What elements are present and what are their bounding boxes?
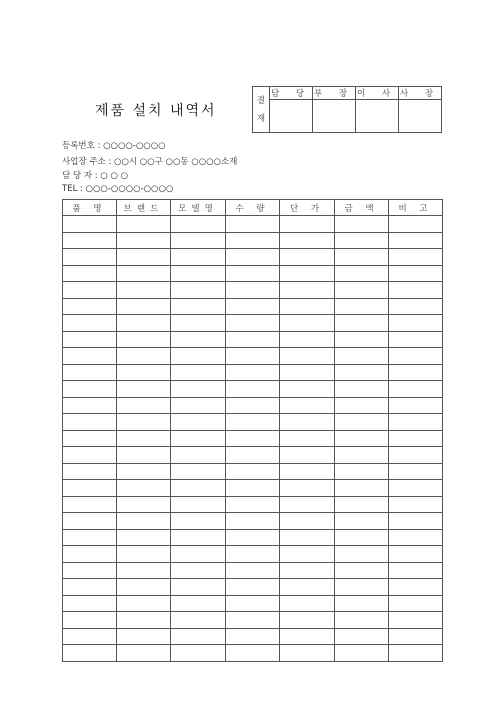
table-cell[interactable] — [226, 265, 280, 282]
table-cell[interactable] — [117, 364, 171, 381]
table-row — [63, 265, 443, 282]
table-cell[interactable] — [389, 364, 443, 381]
table-row — [63, 348, 443, 365]
table-cell[interactable] — [171, 595, 226, 612]
table-cell[interactable] — [117, 265, 171, 282]
table-cell[interactable] — [226, 414, 280, 431]
table-cell[interactable] — [226, 513, 280, 530]
approval-box — [252, 86, 442, 133]
table-cell[interactable] — [63, 282, 117, 299]
table-cell[interactable] — [280, 430, 335, 447]
table-cell[interactable] — [63, 348, 117, 365]
table-cell[interactable] — [280, 595, 335, 612]
table-cell[interactable] — [280, 645, 335, 662]
table-cell[interactable] — [226, 381, 280, 398]
table-cell[interactable] — [389, 463, 443, 480]
table-row — [63, 463, 443, 480]
table-cell[interactable] — [280, 216, 335, 233]
table-cell[interactable] — [335, 265, 389, 282]
table-cell[interactable] — [63, 529, 117, 546]
table-cell[interactable] — [280, 628, 335, 645]
info-address: 사업장 주소 : ○○시 ○○구 ○○동 ○○○○소재 — [62, 157, 238, 167]
table-cell[interactable] — [226, 298, 280, 315]
table-cell[interactable] — [280, 562, 335, 579]
table-body — [63, 216, 443, 662]
approval-side-label — [253, 87, 270, 133]
table-cell[interactable] — [171, 331, 226, 348]
table-cell[interactable] — [280, 348, 335, 365]
info-person: 담 당 자 : ○ ○ ○ — [62, 171, 128, 181]
table-cell[interactable] — [117, 529, 171, 546]
table-cell[interactable] — [389, 595, 443, 612]
table-row — [63, 546, 443, 563]
table-cell[interactable] — [117, 480, 171, 497]
table-cell[interactable] — [389, 579, 443, 596]
approval-sign-cell[interactable] — [270, 100, 313, 133]
table-cell[interactable] — [226, 232, 280, 249]
table-cell[interactable] — [226, 579, 280, 596]
table-row — [63, 282, 443, 299]
col-header-brand: 브랜드 — [117, 200, 171, 216]
table-cell[interactable] — [63, 463, 117, 480]
col-header-amount: 금 액 — [335, 200, 389, 216]
table-cell[interactable] — [226, 480, 280, 497]
table-cell[interactable] — [63, 397, 117, 414]
table-row — [63, 414, 443, 431]
table-row — [63, 612, 443, 629]
col-header-note: 비 고 — [389, 200, 443, 216]
table-row — [63, 249, 443, 266]
table-cell[interactable] — [389, 232, 443, 249]
table-cell[interactable] — [63, 562, 117, 579]
table-cell[interactable] — [171, 480, 226, 497]
table-cell[interactable] — [117, 645, 171, 662]
table-cell[interactable] — [63, 232, 117, 249]
table-cell[interactable] — [171, 529, 226, 546]
table-cell[interactable] — [335, 348, 389, 365]
table-cell[interactable] — [280, 447, 335, 464]
table-cell[interactable] — [280, 249, 335, 266]
table-cell[interactable] — [226, 562, 280, 579]
table-cell[interactable] — [280, 529, 335, 546]
table-cell[interactable] — [335, 612, 389, 629]
table-row — [63, 595, 443, 612]
approval-col-dept-head: 부 장 — [313, 87, 356, 100]
table-cell[interactable] — [63, 265, 117, 282]
table-cell[interactable] — [389, 381, 443, 398]
table-cell[interactable] — [63, 364, 117, 381]
table-cell[interactable] — [335, 315, 389, 332]
table-cell[interactable] — [335, 463, 389, 480]
table-cell[interactable] — [171, 496, 226, 513]
table-cell[interactable] — [335, 381, 389, 398]
approval-sign-cell[interactable] — [313, 100, 356, 133]
table-cell[interactable] — [389, 562, 443, 579]
col-header-product: 품 명 — [63, 200, 117, 216]
table-cell[interactable] — [280, 397, 335, 414]
table-cell[interactable] — [335, 480, 389, 497]
table-row — [63, 216, 443, 233]
table-cell[interactable] — [171, 232, 226, 249]
table-cell[interactable] — [63, 628, 117, 645]
table-cell[interactable] — [226, 282, 280, 299]
info-registration: 등록번호 : ○○○○-○○○○ — [62, 141, 166, 151]
table-cell[interactable] — [389, 282, 443, 299]
table-cell[interactable] — [63, 430, 117, 447]
table-cell[interactable] — [335, 579, 389, 596]
table-cell[interactable] — [171, 463, 226, 480]
table-cell[interactable] — [117, 430, 171, 447]
table-cell[interactable] — [117, 331, 171, 348]
table-cell[interactable] — [389, 397, 443, 414]
table-cell[interactable] — [226, 216, 280, 233]
table-cell[interactable] — [171, 265, 226, 282]
table-cell[interactable] — [63, 447, 117, 464]
table-cell[interactable] — [280, 612, 335, 629]
table-cell[interactable] — [280, 513, 335, 530]
table-cell[interactable] — [335, 331, 389, 348]
table-cell[interactable] — [117, 496, 171, 513]
table-cell[interactable] — [171, 298, 226, 315]
table-cell[interactable] — [226, 612, 280, 629]
table-cell[interactable] — [171, 414, 226, 431]
table-cell[interactable] — [63, 249, 117, 266]
table-cell[interactable] — [280, 232, 335, 249]
table-cell[interactable] — [389, 265, 443, 282]
info-tel: TEL : ○○○-○○○○-○○○○ — [62, 184, 174, 194]
table-cell[interactable] — [63, 612, 117, 629]
info-label: TEL — [62, 184, 78, 194]
table-cell[interactable] — [280, 298, 335, 315]
table-cell[interactable] — [335, 397, 389, 414]
table-cell[interactable] — [171, 562, 226, 579]
table-row — [63, 513, 443, 530]
info-label: 담 당 자 — [62, 171, 93, 181]
info-value: ○○○-○○○○-○○○○ — [85, 184, 174, 194]
approval-col-president: 사 장 — [399, 87, 442, 100]
table-cell[interactable] — [117, 397, 171, 414]
table-cell[interactable] — [63, 579, 117, 596]
table-cell[interactable] — [280, 463, 335, 480]
table-cell[interactable] — [117, 546, 171, 563]
table-cell[interactable] — [335, 447, 389, 464]
table-cell[interactable] — [226, 397, 280, 414]
table-cell[interactable] — [335, 546, 389, 563]
table-cell[interactable] — [171, 430, 226, 447]
table-cell[interactable] — [389, 249, 443, 266]
table-cell[interactable] — [335, 513, 389, 530]
table-cell[interactable] — [226, 546, 280, 563]
table-cell[interactable] — [63, 331, 117, 348]
table-cell[interactable] — [226, 364, 280, 381]
table-cell[interactable] — [171, 628, 226, 645]
approval-sign-cell[interactable] — [399, 100, 442, 133]
table-cell[interactable] — [226, 430, 280, 447]
table-cell[interactable] — [280, 315, 335, 332]
table-cell[interactable] — [280, 480, 335, 497]
table-cell[interactable] — [335, 529, 389, 546]
table-cell[interactable] — [280, 579, 335, 596]
table-cell[interactable] — [226, 463, 280, 480]
table-cell[interactable] — [63, 414, 117, 431]
table-cell[interactable] — [335, 249, 389, 266]
table-cell[interactable] — [335, 645, 389, 662]
table-cell[interactable] — [171, 397, 226, 414]
document-title: 제품 설치 내역서 — [95, 103, 217, 119]
table-cell[interactable] — [117, 298, 171, 315]
table-cell[interactable] — [280, 364, 335, 381]
table-cell[interactable] — [226, 529, 280, 546]
table-cell[interactable] — [226, 645, 280, 662]
table-cell[interactable] — [389, 529, 443, 546]
table-cell[interactable] — [171, 447, 226, 464]
table-cell[interactable] — [117, 381, 171, 398]
table-cell[interactable] — [335, 298, 389, 315]
table-cell[interactable] — [389, 480, 443, 497]
table-cell[interactable] — [335, 364, 389, 381]
table-cell[interactable] — [171, 364, 226, 381]
table-cell[interactable] — [226, 315, 280, 332]
approval-sign-cell[interactable] — [356, 100, 399, 133]
table-cell[interactable] — [117, 628, 171, 645]
col-header-unit-price: 단 가 — [280, 200, 335, 216]
table-cell[interactable] — [389, 628, 443, 645]
table-cell[interactable] — [280, 331, 335, 348]
table-cell[interactable] — [280, 496, 335, 513]
table-cell[interactable] — [117, 315, 171, 332]
table-cell[interactable] — [226, 595, 280, 612]
approval-side-char: 결 — [256, 95, 266, 106]
table-row — [63, 496, 443, 513]
table-cell[interactable] — [389, 430, 443, 447]
table-cell[interactable] — [389, 414, 443, 431]
table-cell[interactable] — [117, 595, 171, 612]
table-cell[interactable] — [335, 414, 389, 431]
table-cell[interactable] — [389, 447, 443, 464]
table-cell[interactable] — [117, 562, 171, 579]
table-cell[interactable] — [63, 513, 117, 530]
info-label: 사업장 주소 — [62, 157, 106, 167]
table-cell[interactable] — [171, 645, 226, 662]
table-row — [63, 381, 443, 398]
table-cell[interactable] — [63, 216, 117, 233]
table-cell[interactable] — [280, 265, 335, 282]
approval-col-director: 이 사 — [356, 87, 399, 100]
table-row — [63, 232, 443, 249]
table-cell[interactable] — [335, 595, 389, 612]
table-cell[interactable] — [335, 282, 389, 299]
table-cell[interactable] — [226, 447, 280, 464]
table-row — [63, 579, 443, 596]
table-cell[interactable] — [226, 496, 280, 513]
table-cell[interactable] — [280, 546, 335, 563]
info-value: ○○○○-○○○○ — [103, 141, 166, 151]
table-cell[interactable] — [63, 496, 117, 513]
table-cell[interactable] — [335, 232, 389, 249]
table-row — [63, 397, 443, 414]
info-value: ○ ○ ○ — [100, 171, 128, 181]
table-cell[interactable] — [226, 249, 280, 266]
table-cell[interactable] — [335, 628, 389, 645]
table-cell[interactable] — [117, 513, 171, 530]
table-cell[interactable] — [389, 298, 443, 315]
table-row — [63, 430, 443, 447]
table-cell[interactable] — [171, 216, 226, 233]
col-header-model: 모델명 — [171, 200, 226, 216]
table-cell[interactable] — [226, 348, 280, 365]
table-row — [63, 628, 443, 645]
table-cell[interactable] — [389, 546, 443, 563]
table-cell[interactable] — [117, 249, 171, 266]
info-label: 등록번호 — [62, 141, 95, 151]
table-row — [63, 529, 443, 546]
table-cell[interactable] — [335, 430, 389, 447]
table-cell[interactable] — [389, 496, 443, 513]
table-cell[interactable] — [63, 381, 117, 398]
table-cell[interactable] — [117, 232, 171, 249]
table-cell[interactable] — [171, 315, 226, 332]
table-cell[interactable] — [63, 595, 117, 612]
table-cell[interactable] — [389, 612, 443, 629]
table-cell[interactable] — [280, 381, 335, 398]
table-cell[interactable] — [63, 298, 117, 315]
table-row — [63, 315, 443, 332]
table-cell[interactable] — [117, 463, 171, 480]
table-cell[interactable] — [171, 282, 226, 299]
table-cell[interactable] — [226, 331, 280, 348]
table-cell[interactable] — [63, 546, 117, 563]
table-row — [63, 645, 443, 662]
table-cell[interactable] — [171, 381, 226, 398]
table-cell[interactable] — [171, 249, 226, 266]
table-row — [63, 364, 443, 381]
table-row — [63, 331, 443, 348]
table-cell[interactable] — [335, 562, 389, 579]
table-cell[interactable] — [171, 546, 226, 563]
table-cell[interactable] — [117, 216, 171, 233]
table-cell[interactable] — [280, 282, 335, 299]
table-row — [63, 562, 443, 579]
table-cell[interactable] — [117, 612, 171, 629]
table-cell[interactable] — [389, 315, 443, 332]
table-cell[interactable] — [389, 348, 443, 365]
table-cell[interactable] — [171, 579, 226, 596]
table-cell[interactable] — [226, 628, 280, 645]
table-cell[interactable] — [63, 645, 117, 662]
table-cell[interactable] — [389, 645, 443, 662]
table-cell[interactable] — [389, 331, 443, 348]
table-cell[interactable] — [117, 282, 171, 299]
table-row — [63, 480, 443, 497]
table-cell[interactable] — [389, 216, 443, 233]
table-cell[interactable] — [117, 447, 171, 464]
table-header-row — [63, 200, 443, 216]
table-cell[interactable] — [117, 414, 171, 431]
col-header-quantity: 수 량 — [226, 200, 280, 216]
table-cell[interactable] — [335, 216, 389, 233]
table-cell[interactable] — [280, 414, 335, 431]
table-cell[interactable] — [63, 315, 117, 332]
approval-side-char: 재 — [256, 113, 266, 124]
table-row — [63, 447, 443, 464]
table-cell[interactable] — [389, 513, 443, 530]
info-value: ○○시 ○○구 ○○동 ○○○○소재 — [114, 157, 238, 167]
table-cell[interactable] — [63, 480, 117, 497]
table-cell[interactable] — [171, 513, 226, 530]
table-cell[interactable] — [171, 612, 226, 629]
table-cell[interactable] — [117, 348, 171, 365]
table-cell[interactable] — [335, 496, 389, 513]
table-cell[interactable] — [171, 348, 226, 365]
table-cell[interactable] — [117, 579, 171, 596]
install-table — [62, 199, 443, 662]
approval-col-manager: 담 당 — [270, 87, 313, 100]
table-row — [63, 298, 443, 315]
